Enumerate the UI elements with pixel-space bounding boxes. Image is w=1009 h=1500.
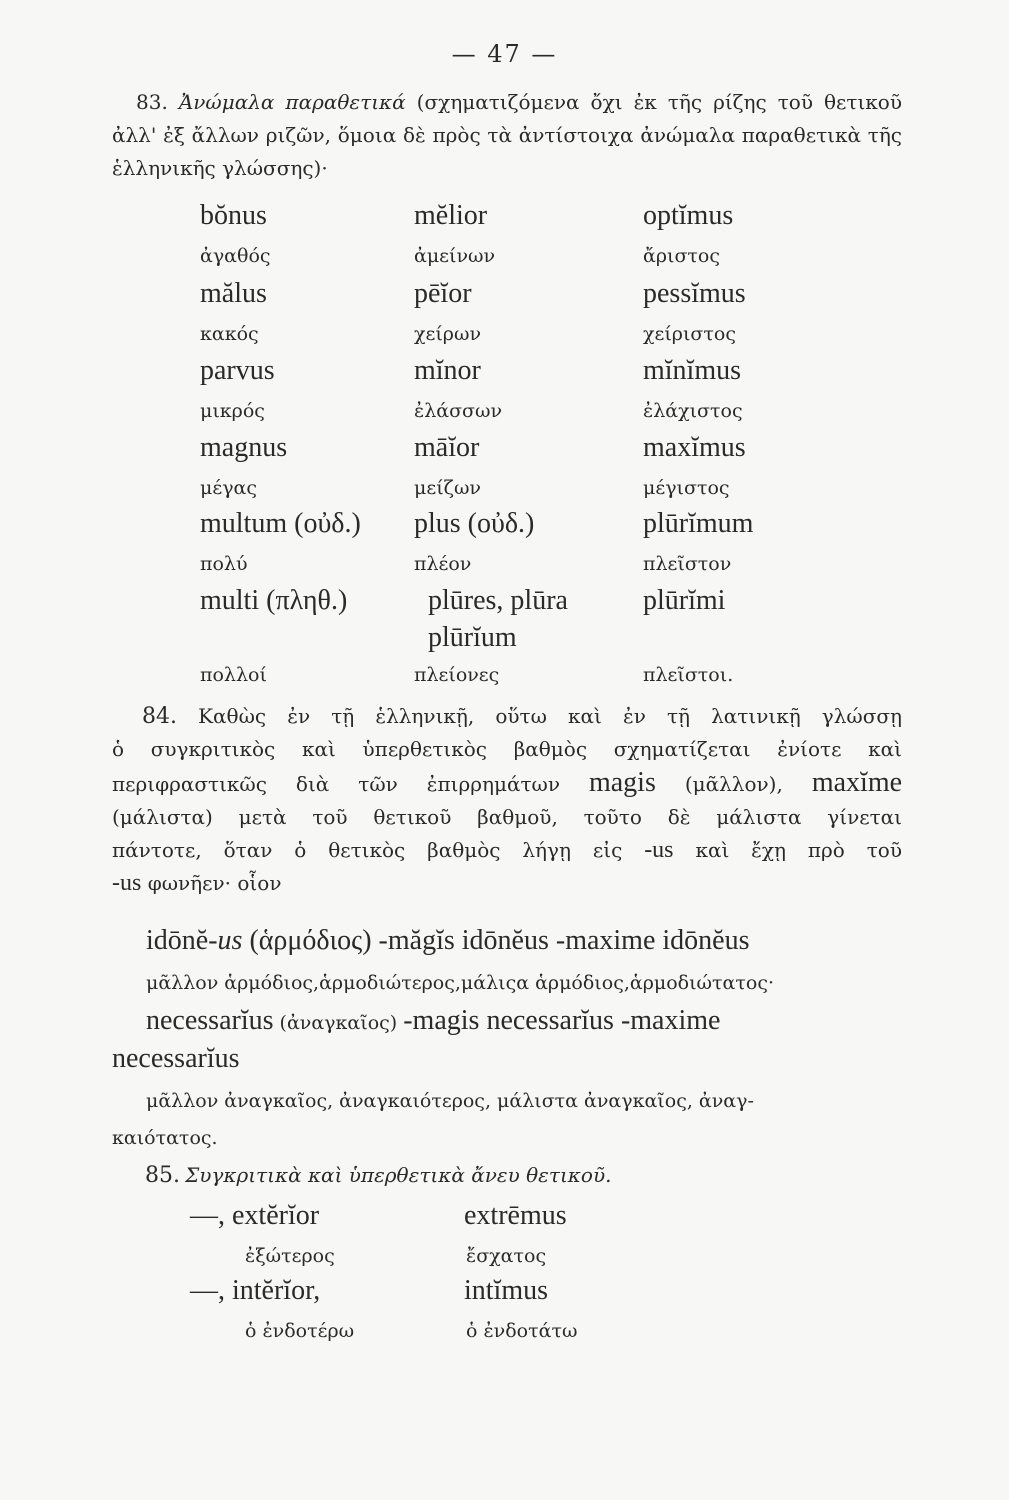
superlative-latin: plūrĭmi <box>643 585 726 616</box>
comparative-latin-alt: plūrĭum <box>428 622 517 653</box>
table-row <box>0 585 1009 623</box>
comparative-latin: —, intĕrĭor, <box>190 1275 321 1306</box>
section-85-heading <box>145 1163 611 1188</box>
example-2-greek: μᾶλλον ἀναγκαῖος, ἀναγκαιότερος, μάλιστα ἀναγκαῖος, ἀναγ- <box>146 1090 754 1112</box>
comparative-greek: ἀμείνων <box>414 245 496 267</box>
text-run: καὶ ἔχῃ πρὸ τοῦ <box>695 838 903 862</box>
positive-greek: ἀγαθός <box>200 245 271 267</box>
superlative-greek: ἐλάχιστος <box>643 400 743 422</box>
section-84 <box>112 700 902 900</box>
text-run: -magis necessarĭus -maxime <box>403 1005 721 1036</box>
latin-term: -us <box>644 837 674 863</box>
comparative-latin: mĕlior <box>414 200 488 231</box>
comparative-latin: mĭnor <box>414 355 481 386</box>
text-run: (ἁρμόδιος) -măgĭs idōnĕus -maxime idōnĕus <box>242 925 750 956</box>
superlative-latin: extrēmus <box>464 1200 567 1231</box>
comparative-greek: πλείονες <box>414 664 500 686</box>
positive-greek: πολλοί <box>200 664 267 686</box>
text-line: ὁ συγκριτικὸς καὶ ὑπερθετικὸς βαθμὸς σχηματίζεται ἐνίοτε καὶ <box>112 737 902 761</box>
table-row <box>0 355 1009 393</box>
comparative-greek: χείρων <box>414 323 482 345</box>
section-number: 85. <box>145 1163 180 1188</box>
superlative-latin: maxĭmus <box>643 432 746 463</box>
text-line <box>112 700 902 733</box>
text-line: (μάλιστα) μετὰ τοῦ θετικοῦ βαθμοῦ, τοῦτο δὲ μάλιστα γίνεται <box>112 805 902 829</box>
positive-greek: μικρός <box>200 400 265 422</box>
comparative-greek: μείζων <box>414 477 481 499</box>
superlative-greek: μέγιστος <box>643 477 730 499</box>
example-2-latin-cont: necessarĭus <box>112 1043 240 1074</box>
table-row <box>0 432 1009 470</box>
example-2-greek-cont: καιότατος. <box>112 1127 218 1149</box>
superlative-greek: ἔσχατος <box>466 1245 547 1267</box>
text-run: περιφραστικῶς διὰ τῶν ἐπιρρημάτων <box>112 772 560 796</box>
latin-term: -us <box>112 870 142 896</box>
latin-term: magis <box>588 767 656 798</box>
positive-greek: πολύ <box>200 553 248 575</box>
superlative-latin: intĭmus <box>464 1275 549 1306</box>
positive-greek: κακός <box>200 323 259 345</box>
text-run: (μᾶλλον), <box>684 772 783 796</box>
positive-latin: magnus <box>200 432 288 463</box>
comparative-latin: māĭor <box>414 432 480 463</box>
example-1-greek: μᾶλλον ἁρμόδιος,ἁρμοδιώτερος,μάλιςα ἁρμόδιος,ἁρμοδιώτατος· <box>146 972 775 994</box>
positive-latin: multum (οὐδ.) <box>200 508 361 539</box>
comparative-latin: —, extĕrĭor <box>190 1200 320 1231</box>
positive-greek: μέγας <box>200 477 258 499</box>
positive-latin: parvus <box>200 355 275 386</box>
superlative-latin: plūrĭmum <box>643 508 754 539</box>
table-row <box>0 1275 1009 1313</box>
section-text: (σχηματιζόμενα ὄχι ἐκ τῆς ρίζης τοῦ θετικοῦ ἀλλ' ἐξ ἄλλων ριζῶν, ὅμοια δὲ πρὸς τὰ ἀντίστοιχα ἀνώμαλα παραθετικὰ τῆς ἑλληνικῆς γλώσσης)· <box>112 90 902 180</box>
superlative-latin: optĭmus <box>643 200 734 231</box>
latin-term: maxĭme <box>811 767 903 798</box>
text-run: us <box>217 925 243 956</box>
superlative-greek: πλεῖστοι. <box>643 664 734 686</box>
superlative-greek: ἄριστος <box>643 245 721 267</box>
text-run: (ἀναγκαῖος) <box>273 1012 404 1034</box>
comparative-greek: πλέον <box>414 553 472 575</box>
table-row <box>0 200 1009 238</box>
example-1-latin <box>146 925 750 957</box>
example-2-latin <box>146 1005 720 1037</box>
page-number: — 47 — <box>451 40 558 68</box>
text-line <box>112 867 902 900</box>
section-number: 84. <box>142 704 177 729</box>
text-run: φωνῆεν· οἷον <box>147 871 282 895</box>
comparative-greek: ὁ ἐνδοτέρω <box>245 1320 355 1342</box>
text-line <box>112 766 902 801</box>
text-line <box>112 834 902 867</box>
superlative-greek: ὁ ἐνδοτάτω <box>466 1320 578 1342</box>
comparative-latin: plus (οὐδ.) <box>414 508 535 539</box>
superlative-latin: pessĭmus <box>643 278 746 309</box>
comparative-greek: ἐλάσσων <box>414 400 503 422</box>
section-83-heading <box>112 86 902 185</box>
superlative-greek: πλεῖστον <box>643 553 732 575</box>
text-run: πάντοτε, ὅταν ὁ θετικὸς βαθμὸς λήγῃ εἰς <box>112 838 623 862</box>
superlative-latin: mĭnĭmus <box>643 355 742 386</box>
section-title: Ἀνώμαλα παραθετικά <box>178 90 406 114</box>
text-run: idōnĕ- <box>146 925 218 956</box>
comparative-latin: pēĭor <box>414 278 472 309</box>
comparative-greek: ἐξώτερος <box>245 1245 335 1267</box>
table-row <box>0 508 1009 546</box>
positive-latin: bŏnus <box>200 200 267 231</box>
positive-latin: mălus <box>200 278 267 309</box>
superlative-greek: χείριστος <box>643 323 736 345</box>
table-row <box>0 1200 1009 1238</box>
text-run: Καθὼς ἐν τῇ ἑλληνικῇ, οὕτω καὶ ἐν τῇ λατινικῇ γλώσσῃ <box>198 704 902 728</box>
table-row <box>0 622 1009 660</box>
section-number: 83. <box>136 90 168 114</box>
positive-latin: multi (πληθ.) <box>200 585 348 616</box>
table-row <box>0 1320 1009 1358</box>
section-title: Συγκριτικὰ καὶ ὑπερθετικὰ ἄνευ θετικοῦ. <box>185 1163 612 1187</box>
text-run: necessarĭus <box>146 1005 274 1036</box>
table-row <box>0 664 1009 702</box>
comparative-latin: plūres, plūra <box>428 585 568 616</box>
table-row <box>0 278 1009 316</box>
